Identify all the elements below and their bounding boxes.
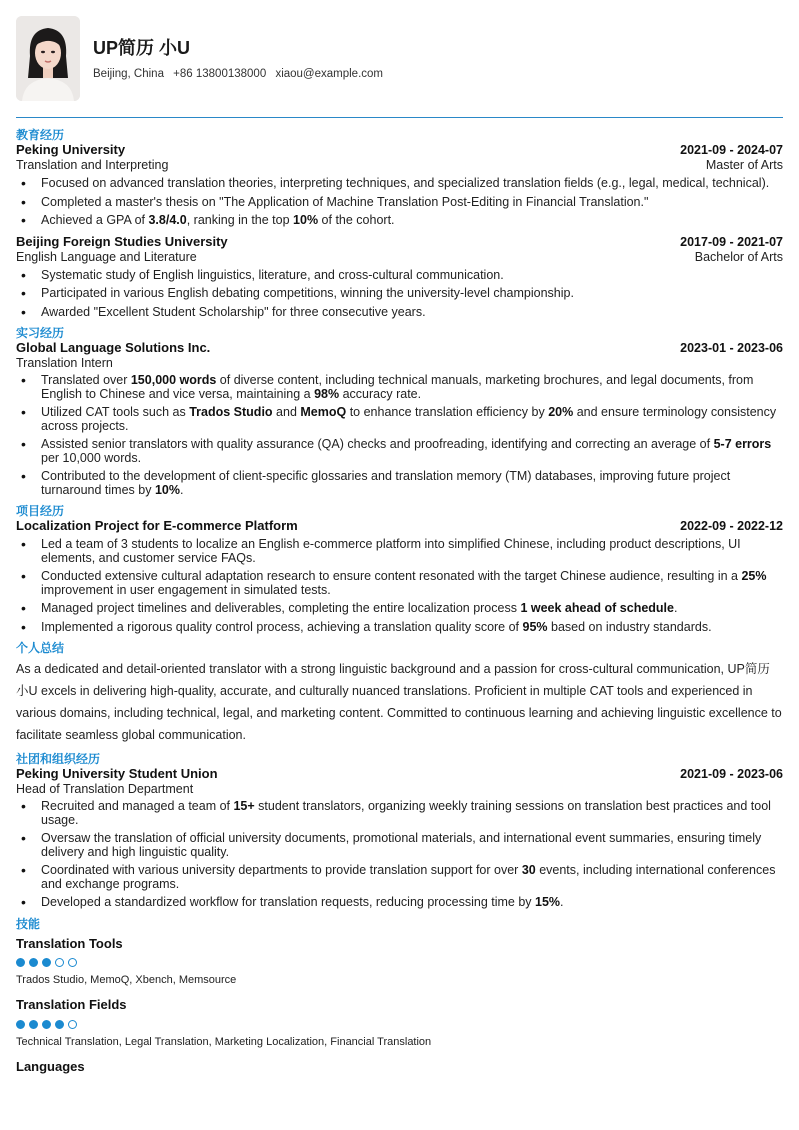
contact-info <box>93 68 389 82</box>
degree: Bachelor of Arts <box>694 249 783 264</box>
major: Translation and Interpreting <box>16 158 169 172</box>
date-range: 2023-01 - 2023-06 <box>680 341 783 355</box>
skill-name: Translation Tools <box>16 935 123 951</box>
skill-name: Translation Fields <box>16 997 127 1013</box>
bullet-item: • Managed project timelines and deliverables, completing the entire localization process 1 week ahead of schedule. <box>41 602 783 616</box>
date-range: 2017-09 - 2021-07 <box>680 234 783 249</box>
skill-dot-filled <box>55 1020 64 1029</box>
skill-level-dots <box>16 1018 783 1030</box>
skill-dot-filled <box>29 1020 38 1029</box>
job-role: Translation Intern <box>16 356 113 370</box>
email-link[interactable]: xiaou@example.com <box>275 68 383 80</box>
date-range: 2021-09 - 2023-06 <box>680 767 783 781</box>
school-name: Beijing Foreign Studies University <box>16 233 228 249</box>
bullet-item: • Completed a master's thesis on "The Application of Machine Translation Post-Editing in Financial Translation." <box>41 196 783 210</box>
project-entry <box>16 519 783 634</box>
bullet-item: • Focused on advanced translation theories, interpreting techniques, and specialized translation fields (e.g., legal, medical, technical). <box>41 177 783 191</box>
major: English Language and Literature <box>16 249 197 264</box>
bullet-list <box>16 269 783 320</box>
skill-description: Trados Studio, MemoQ, Xbench, Memsource <box>16 974 237 987</box>
skill-entry <box>16 1059 783 1075</box>
project-name: Localization Project for E-commerce Platform <box>16 518 298 533</box>
bullet-item: • Led a team of 3 students to localize an English e-commerce platform into simplified Chinese, including product descriptions, UI elements, and customer service FAQs. <box>41 538 783 565</box>
bullet-list <box>16 177 783 228</box>
date-range: 2021-09 - 2024-07 <box>680 143 783 157</box>
date-range: 2022-09 - 2022-12 <box>680 519 783 533</box>
bullet-item: • Systematic study of English linguistics, literature, and cross-cultural communication. <box>41 269 783 283</box>
activities-section-title: 社团和组织经历 <box>16 752 101 766</box>
bullet-item: • Developed a standardized workflow for translation requests, reducing processing time by 15%. <box>41 896 783 910</box>
internship-section-title: 实习经历 <box>16 326 65 340</box>
bullet-item: • Participated in various English debating competitions, winning the university-level championship. <box>41 287 783 301</box>
education-entry <box>16 235 783 320</box>
bullet-list <box>16 374 783 497</box>
activity-entry <box>16 767 783 910</box>
activity-role: Head of Translation Department <box>16 782 194 796</box>
skill-dot-filled <box>42 958 51 967</box>
bullet-item: • Utilized CAT tools such as Trados Studio and MemoQ to enhance translation efficiency by 20% and ensure terminology consistency across projects. <box>41 406 783 433</box>
skill-dot-filled <box>42 1020 51 1029</box>
skill-dot-empty <box>68 1020 77 1029</box>
skill-dot-filled <box>29 958 38 967</box>
company-name: Global Language Solutions Inc. <box>16 340 211 355</box>
skills-section-title: 技能 <box>16 916 41 931</box>
summary-section-title: 个人总结 <box>16 641 65 655</box>
profile-photo <box>16 16 80 101</box>
location-text: Beijing, China <box>93 68 164 80</box>
bullet-item: • Recruited and managed a team of 15+ student translators, organizing weekly training sessions on translation best practices and tool usage. <box>41 800 783 827</box>
candidate-name: UP简历 小U <box>93 38 191 58</box>
skill-level-dots <box>16 956 783 968</box>
school-name: Peking University <box>16 142 126 157</box>
bullet-item: • Assisted senior translators with quality assurance (QA) checks and proofreading, identifying and correcting an average of 5-7 errors per 10,000 words. <box>41 438 783 465</box>
header-divider <box>16 117 783 118</box>
bullet-item: • Translated over 150,000 words of diverse content, including technical manuals, marketing brochures, and legal documents, from English to Chinese and vice versa, maintaining a 98% accuracy rate. <box>41 374 783 401</box>
education-entry <box>16 143 783 228</box>
resume-header <box>16 16 783 102</box>
skill-name: Languages <box>16 1059 85 1075</box>
resume-content <box>16 128 783 1075</box>
bullet-list <box>16 538 783 634</box>
project-section-title: 项目经历 <box>16 504 65 518</box>
skill-dot-empty <box>68 958 77 967</box>
summary-text: As a dedicated and detail-oriented translator with a strong linguistic background and a passion for cross-cultural communication, UP简历 小U excels in delivering high-quality, accurate, and culturally nuanced translations. Proficient in multiple CAT tools and experienced in various domains, including technical, legal, and marketing content. Committed to continuous learning and achieving linguistic excellence to facilitate seamless global communication. <box>16 662 782 742</box>
skill-description: Technical Translation, Legal Translation, Marketing Localization, Financial Translation <box>16 1035 432 1048</box>
degree: Master of Arts <box>705 158 783 172</box>
bullet-item: • Oversaw the translation of official university documents, promotional materials, and international event summaries, ensuring timely delivery and high linguistic quality. <box>41 832 783 859</box>
skill-dot-filled <box>16 958 25 967</box>
bullet-item: • Contributed to the development of client-specific glossaries and translation memory (TM) databases, improving future project turnaround times by 10%. <box>41 470 783 497</box>
phone-text: +86 13800138000 <box>173 68 267 80</box>
bullet-item: • Conducted extensive cultural adaptation research to ensure content resonated with the target Chinese audience, resulting in a 25% improvement in user engagement in simulated tests. <box>41 570 783 597</box>
bullet-item: • Implemented a rigorous quality control process, achieving a translation quality score of 95% based on industry standards. <box>41 621 783 635</box>
bullet-item: • Achieved a GPA of 3.8/4.0, ranking in the top 10% of the cohort. <box>41 214 783 228</box>
education-section-title: 教育经历 <box>16 128 65 142</box>
organization-name: Peking University Student Union <box>16 766 218 781</box>
skill-entry <box>16 936 783 988</box>
internship-entry <box>16 341 783 497</box>
skill-dot-empty <box>55 958 64 967</box>
bullet-item: • Awarded "Excellent Student Scholarship" for three consecutive years. <box>41 306 783 320</box>
skill-dot-filled <box>16 1020 25 1029</box>
avatar <box>16 16 80 101</box>
bullet-item: • Coordinated with various university departments to provide translation support for over 30 events, including international conferences and exchange programs. <box>41 864 783 891</box>
bullet-list <box>16 800 783 910</box>
skill-entry <box>16 997 783 1049</box>
